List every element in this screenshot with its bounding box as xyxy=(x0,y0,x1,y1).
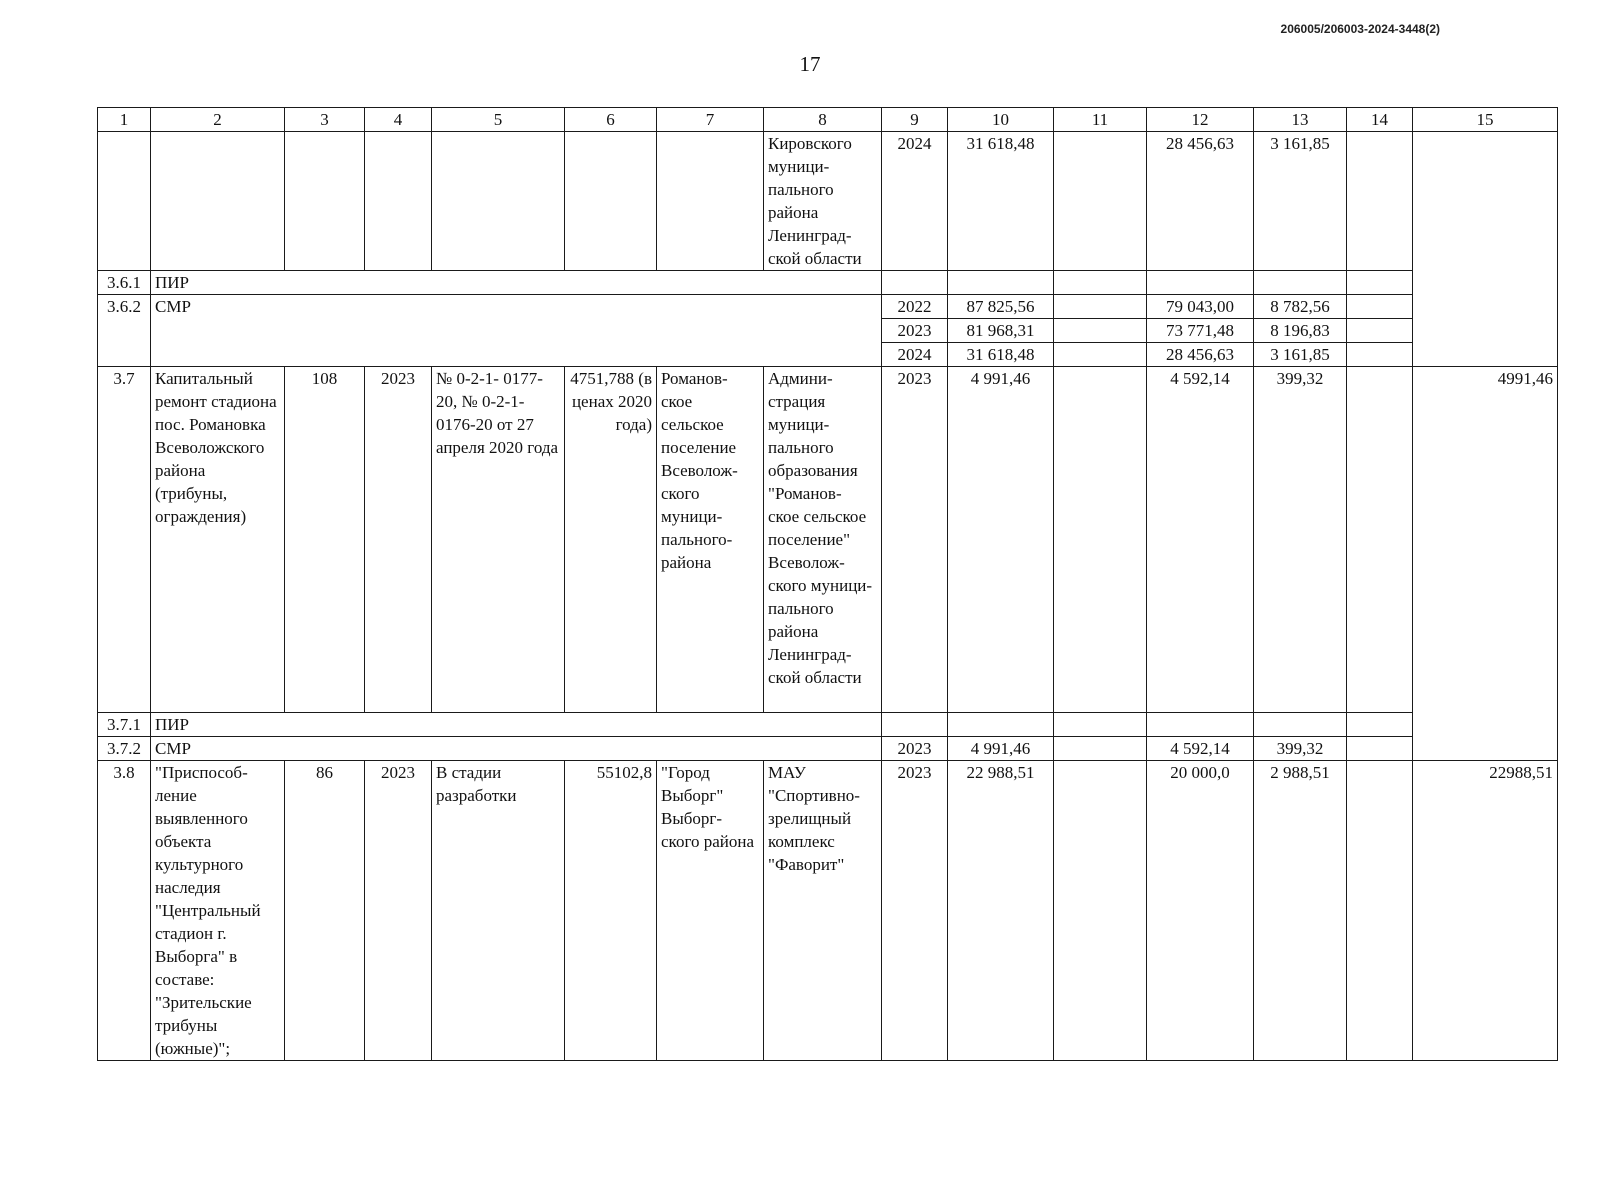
total-cell: 81 968,31 xyxy=(948,319,1054,343)
regional-budget-cell: 20 000,0 xyxy=(1147,761,1254,1061)
year-start-cell: 2023 xyxy=(365,761,432,1061)
header-cell: 3 xyxy=(285,108,365,132)
regional-budget-cell: 79 043,00 xyxy=(1147,295,1254,319)
table-row-3-7 xyxy=(98,367,1558,713)
document-id: 206005/206003-2024-3448(2) xyxy=(1280,22,1440,36)
row-number: 3.7 xyxy=(98,367,151,713)
customer-cell: МАУ "Спортивно- зрелищный комплекс "Фаворит" xyxy=(764,761,882,1061)
header-cell: 12 xyxy=(1147,108,1254,132)
municipality-cell: Романов- ское сельское поселение Всеволож- ского муници- пального- района xyxy=(657,367,764,713)
regional-budget-cell: 28 456,63 xyxy=(1147,343,1254,367)
total-cell: 87 825,56 xyxy=(948,295,1054,319)
table-row-3-7-2 xyxy=(98,737,1558,761)
table-row-3-6-cont xyxy=(98,132,1558,271)
header-row xyxy=(98,108,1558,132)
local-budget-cell: 3 161,85 xyxy=(1254,132,1347,271)
total-cell: 31 618,48 xyxy=(948,132,1054,271)
header-cell: 9 xyxy=(882,108,948,132)
row-number: 3.6.2 xyxy=(98,295,151,367)
header-cell: 2 xyxy=(151,108,285,132)
header-cell: 11 xyxy=(1054,108,1147,132)
estimate-cell: 4751,788 (в ценах 2020 года) xyxy=(565,367,657,713)
header-cell: 6 xyxy=(565,108,657,132)
header-cell: 7 xyxy=(657,108,764,132)
table-row-3-8 xyxy=(98,761,1558,1061)
program-table xyxy=(97,107,1558,1061)
customer-cell: Админи- страция муници- пального образования "Романов- ское сельское поселение" Всеволож- ского муници- пального района Ленинград- ской области xyxy=(764,367,882,713)
year-cell: 2023 xyxy=(882,761,948,1061)
header-cell: 8 xyxy=(764,108,882,132)
table-row-3-6-2 xyxy=(98,295,1558,319)
expertise-cell: В стадии разработки xyxy=(432,761,565,1061)
local-budget-cell: 8 782,56 xyxy=(1254,295,1347,319)
regional-budget-cell: 4 592,14 xyxy=(1147,737,1254,761)
total-cell: 4 991,46 xyxy=(948,367,1054,713)
sum-cell: 22988,51 xyxy=(1413,761,1558,1061)
row-number: 3.7.1 xyxy=(98,713,151,737)
regional-budget-cell: 28 456,63 xyxy=(1147,132,1254,271)
total-cell: 4 991,46 xyxy=(948,737,1054,761)
local-budget-cell: 8 196,83 xyxy=(1254,319,1347,343)
row-number: 3.8 xyxy=(98,761,151,1061)
municipality-cell: "Город Выборг" Выборг- ского района xyxy=(657,761,764,1061)
year-cell: 2022 xyxy=(882,295,948,319)
capacity-cell: 108 xyxy=(285,367,365,713)
header-cell: 15 xyxy=(1413,108,1558,132)
customer-cell: Кировского муници- пального района Ленинград- ской области xyxy=(764,132,882,271)
sum-cell: 4991,46 xyxy=(1413,367,1558,761)
local-budget-cell: 3 161,85 xyxy=(1254,343,1347,367)
header-cell: 14 xyxy=(1347,108,1413,132)
page-number: 17 xyxy=(799,52,821,76)
total-cell: 31 618,48 xyxy=(948,343,1054,367)
capacity-cell: 86 xyxy=(285,761,365,1061)
header-cell: 5 xyxy=(432,108,565,132)
local-budget-cell: 399,32 xyxy=(1254,367,1347,713)
object-name-cell: Капитальный ремонт стадиона пос. Романовка Всеволожского района (трибуны, ограждения) xyxy=(151,367,285,713)
year-cell: 2023 xyxy=(882,367,948,713)
table-row-3-6-1 xyxy=(98,271,1558,295)
table-row-3-7-1 xyxy=(98,713,1558,737)
regional-budget-cell: 73 771,48 xyxy=(1147,319,1254,343)
estimate-cell: 55102,8 xyxy=(565,761,657,1061)
local-budget-cell: 399,32 xyxy=(1254,737,1347,761)
total-cell: 22 988,51 xyxy=(948,761,1054,1061)
row-label: СМР xyxy=(151,295,882,367)
year-cell: 2023 xyxy=(882,319,948,343)
regional-budget-cell: 4 592,14 xyxy=(1147,367,1254,713)
expertise-cell: № 0-2-1- 0177-20, № 0-2-1- 0176-20 от 27 апреля 2020 года xyxy=(432,367,565,713)
row-label: СМР xyxy=(151,737,882,761)
header-cell: 10 xyxy=(948,108,1054,132)
year-cell: 2024 xyxy=(882,132,948,271)
row-label: ПИР xyxy=(151,713,882,737)
year-cell: 2024 xyxy=(882,343,948,367)
row-label: ПИР xyxy=(151,271,882,295)
object-name-cell: "Приспособ- ление выявленного объекта культурного наследия "Центральный стадион г. Выборга" в составе: "Зрительские трибуны (южные)"; xyxy=(151,761,285,1061)
row-number: 3.7.2 xyxy=(98,737,151,761)
year-cell: 2023 xyxy=(882,737,948,761)
header-cell: 13 xyxy=(1254,108,1347,132)
row-number: 3.6.1 xyxy=(98,271,151,295)
header-cell: 4 xyxy=(365,108,432,132)
header-cell: 1 xyxy=(98,108,151,132)
local-budget-cell: 2 988,51 xyxy=(1254,761,1347,1061)
year-start-cell: 2023 xyxy=(365,367,432,713)
